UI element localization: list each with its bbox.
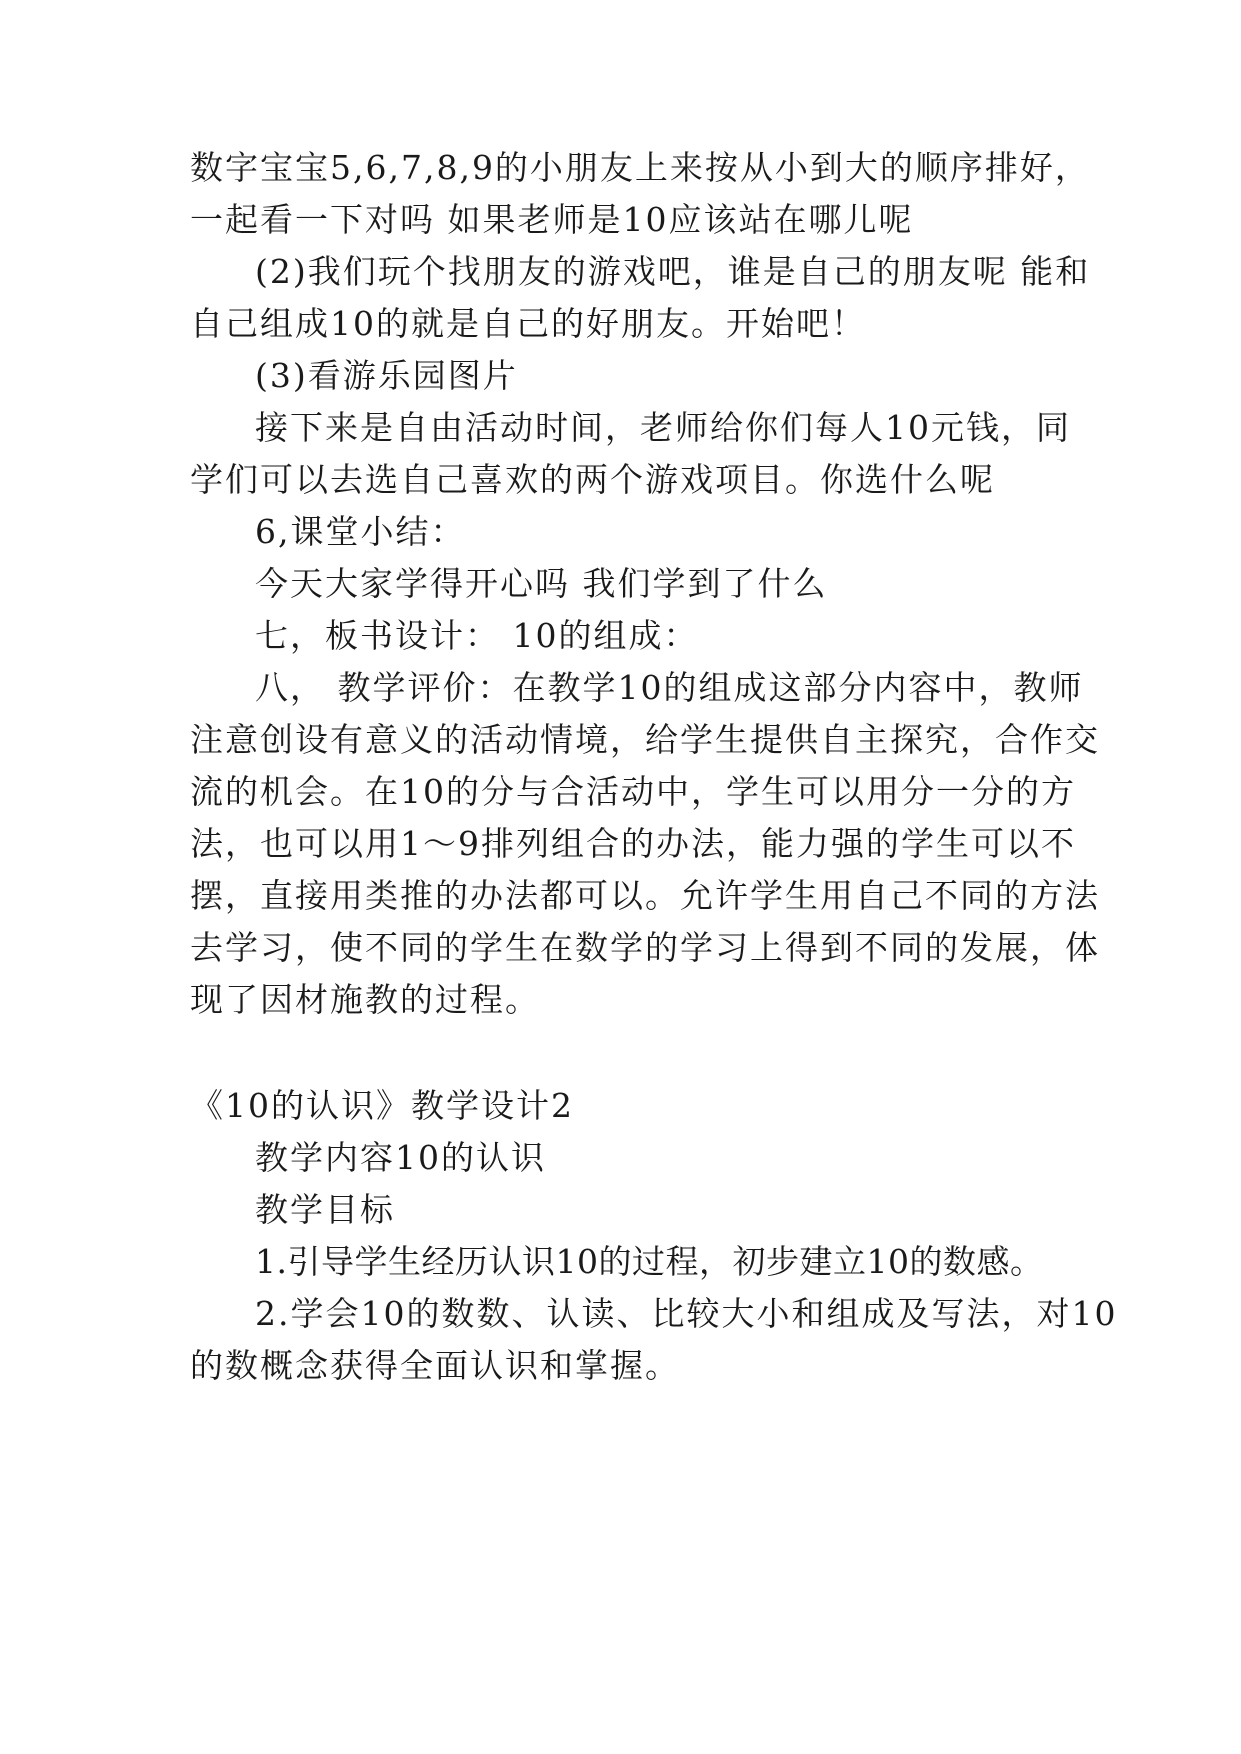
paragraph-line: 1.引导学生经历认识10的过程，初步建立10的数感。 (255, 1242, 1044, 1281)
paragraph-line: 去学习，使不同的学生在数学的学习上得到不同的发展，体 (190, 928, 1100, 967)
paragraph-line: 6,课堂小结： (255, 512, 466, 551)
paragraph-line: 法，也可以用1～9排列组合的办法，能力强的学生可以不 (190, 824, 1076, 863)
paragraph-line: 教学内容10的认识 (255, 1138, 546, 1177)
paragraph-line: 八， 教学评价：在教学10的组成这部分内容中，教师 (255, 668, 1084, 707)
paragraph-line: (3)看游乐园图片 (255, 356, 518, 395)
paragraph-line: 数字宝宝5,6,7,8,9的小朋友上来按从小到大的顺序排好， (190, 148, 1090, 187)
paragraph-line: 注意创设有意义的活动情境，给学生提供自主探究，合作交 (190, 720, 1100, 759)
paragraph-line: 流的机会。在10的分与合活动中，学生可以用分一分的方 (190, 772, 1076, 811)
paragraph-line: 自己组成10的就是自己的好朋友。开始吧！ (190, 304, 866, 343)
paragraph-line: 一起看一下对吗 如果老师是10应该站在哪儿呢 (190, 200, 914, 239)
paragraph-line: 摆，直接用类推的办法都可以。允许学生用自己不同的方法 (190, 876, 1100, 915)
paragraph-line: 现了因材施教的过程。 (190, 980, 540, 1019)
section-title: 《10的认识》教学设计2 (190, 1086, 574, 1125)
paragraph-line: 的数概念获得全面认识和掌握。 (190, 1346, 680, 1385)
paragraph-line: 七，板书设计： 10的组成： (255, 616, 699, 655)
paragraph-line: 今天大家学得开心吗 我们学到了什么 (255, 564, 828, 603)
paragraph-line: 接下来是自由活动时间，老师给你们每人10元钱，同 (255, 408, 1071, 447)
paragraph-line: 教学目标 (255, 1190, 395, 1229)
paragraph-line: 学们可以去选自己喜欢的两个游戏项目。你选什么呢 (190, 460, 995, 499)
paragraph-line: 2.学会10的数数、认读、比较大小和组成及写法，对10 (255, 1294, 1118, 1333)
paragraph-line: (2)我们玩个找朋友的游戏吧，谁是自己的朋友呢 能和 (255, 252, 1091, 291)
